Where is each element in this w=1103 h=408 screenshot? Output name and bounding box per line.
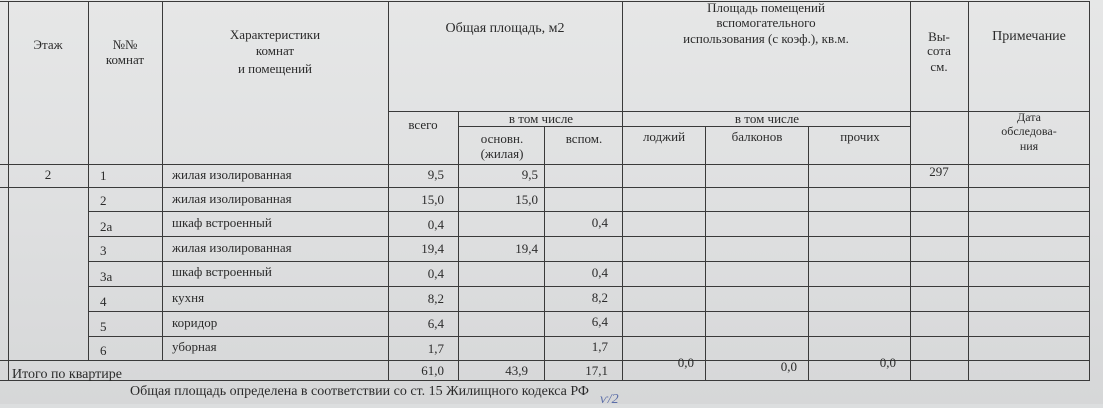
- cell-total: 0,4: [427, 266, 444, 281]
- rule-row-8: [0, 360, 1090, 361]
- cell-name: шкаф встроенный: [172, 215, 272, 230]
- header-aux-area-3: использования (с коэф.), кв.м.: [683, 31, 849, 46]
- footer-note: Общая площадь определена в соответствии со ст. 15 Жилищного кодекса РФ: [130, 384, 589, 399]
- cell-total: 19,4: [421, 241, 444, 256]
- cell-room: 3: [100, 243, 107, 258]
- totals-total: 61,0: [421, 363, 444, 378]
- cell-aux: 0,4: [591, 215, 608, 230]
- rule-row-7: [88, 336, 1090, 337]
- cell-room: 6: [100, 343, 107, 358]
- cell-floor: 2: [44, 167, 52, 182]
- cell-total: 15,0: [421, 192, 444, 207]
- cell-aux: 6,4: [591, 314, 608, 329]
- cell-name: коридор: [172, 315, 218, 330]
- cell-main: 19,4: [515, 241, 538, 256]
- header-height: Вы-: [928, 29, 950, 44]
- handwritten-mark: ѵ/2: [600, 392, 619, 407]
- header-main-2: (жилая): [480, 146, 524, 161]
- col-line-room: [162, 1, 163, 361]
- col-line-height: [968, 1, 969, 381]
- rule-incl-aux: [623, 126, 911, 127]
- totals-loggias: 0,0: [677, 355, 694, 370]
- cell-room: 4: [100, 294, 107, 309]
- header-survey-date: Дата: [1017, 110, 1041, 124]
- totals-balconies: 0,0: [780, 359, 797, 374]
- header-note: Примечание: [992, 29, 1066, 44]
- header-including: в том числе: [508, 111, 574, 126]
- header-aux-col: вспом.: [565, 131, 603, 146]
- header-characteristics-3: и помещений: [237, 61, 313, 76]
- header-loggias: лоджий: [642, 129, 686, 144]
- header-height-3: см.: [930, 59, 948, 74]
- cell-room: 2: [100, 193, 107, 208]
- totals-other: 0,0: [879, 355, 896, 370]
- col-line-floor: [88, 1, 89, 361]
- col-line-total: [458, 111, 459, 381]
- cell-total: 0,4: [427, 217, 444, 232]
- header-survey-date-2: обследова-: [1001, 124, 1057, 138]
- cell-total: 9,5: [427, 167, 444, 182]
- cell-aux: 8,2: [591, 290, 608, 305]
- header-characteristics: Характеристики: [229, 27, 321, 42]
- header-other: прочих: [840, 129, 880, 144]
- header-aux-area-2: вспомогательного: [716, 15, 816, 30]
- cell-height: 297: [929, 164, 949, 179]
- cell-aux: 1,7: [591, 339, 608, 354]
- cell-name: жилая изолированная: [172, 167, 292, 182]
- cell-name: уборная: [172, 339, 217, 354]
- col-line-balcony: [808, 126, 809, 381]
- rule-row-2: [88, 211, 1090, 212]
- col-line-0: [8, 1, 9, 381]
- cell-main: 9,5: [521, 167, 538, 182]
- col-line-other: [910, 1, 911, 381]
- header-aux-area: Площадь помещений: [707, 0, 825, 15]
- cell-total: 8,2: [427, 291, 444, 306]
- rule-incl: [458, 126, 623, 127]
- header-total-area: Общая площадь, м2: [445, 21, 565, 36]
- header-floor: Этаж: [33, 37, 63, 52]
- rule-row-1: [0, 187, 1090, 188]
- totals-aux: 17,1: [585, 363, 608, 378]
- col-line-area: [622, 1, 623, 381]
- header-all: всего: [408, 117, 438, 132]
- cell-main: 15,0: [515, 192, 538, 207]
- col-line-main: [544, 126, 545, 381]
- totals-label: Итого по квартире: [12, 367, 123, 382]
- rule-row-3: [88, 236, 1090, 237]
- header-characteristics-2: комнат: [255, 43, 295, 58]
- col-line-loggia: [705, 126, 706, 381]
- rule-row-5: [88, 286, 1090, 287]
- rule-top: [0, 1, 1090, 2]
- header-main: основн.: [480, 131, 524, 146]
- col-line-end: [1089, 1, 1090, 381]
- cell-total: 1,7: [427, 341, 444, 356]
- header-height-2: сота: [927, 43, 951, 58]
- cell-room: 2а: [100, 219, 113, 234]
- header-room-no-2: комнат: [105, 52, 145, 67]
- header-balconies: балконов: [731, 129, 783, 144]
- cell-room: 5: [100, 319, 107, 334]
- cell-room: 3а: [100, 269, 113, 284]
- cell-name: кухня: [172, 290, 205, 305]
- header-survey-date-3: ния: [1019, 139, 1039, 153]
- cell-aux: 0,4: [591, 265, 608, 280]
- header-room-no: №№: [112, 37, 138, 52]
- cell-room: 1: [100, 168, 107, 183]
- cell-name: жилая изолированная: [172, 191, 292, 206]
- totals-main: 43,9: [505, 363, 528, 378]
- rule-row-6: [88, 311, 1090, 312]
- cell-name: шкаф встроенный: [172, 264, 272, 279]
- rule-row-4: [88, 261, 1090, 262]
- header-aux-including: в том числе: [734, 111, 800, 126]
- cell-total: 6,4: [427, 316, 444, 331]
- cell-name: жилая изолированная: [172, 240, 292, 255]
- col-line-name: [388, 1, 389, 381]
